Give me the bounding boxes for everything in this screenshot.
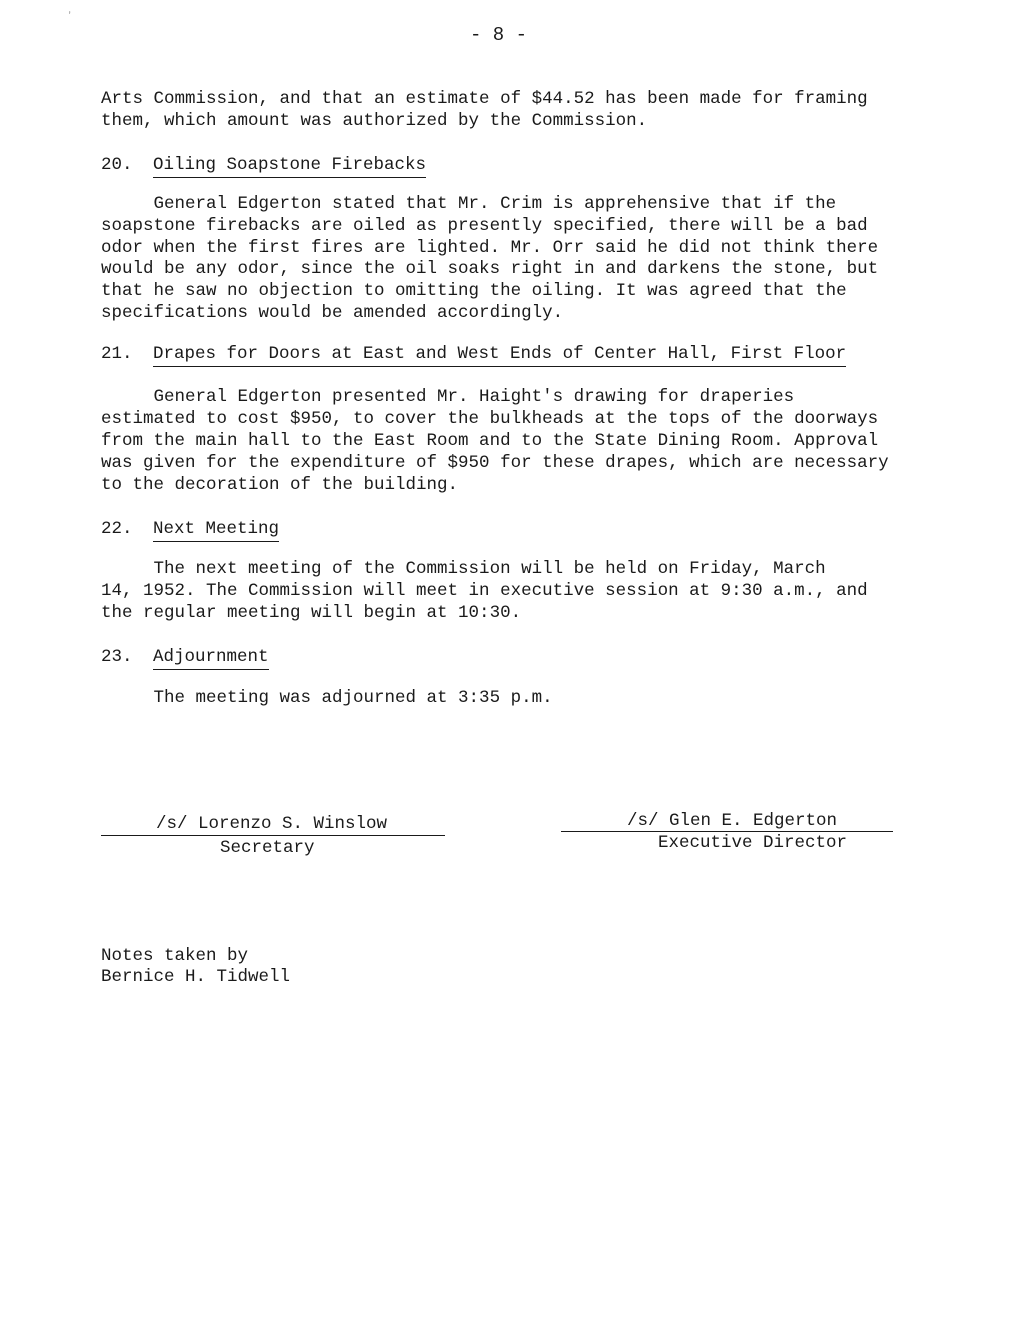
- intro-line: them, which amount was authorized by the Commission.: [101, 111, 648, 131]
- section-number: 21.: [101, 344, 133, 364]
- margin-mark: ʼ: [66, 10, 74, 24]
- body-line: The next meeting of the Commission will be held on Friday, March: [101, 559, 826, 579]
- section-title: Next Meeting: [153, 519, 279, 542]
- signature-right-name: /s/ Glen E. Edgerton: [627, 811, 838, 831]
- section-number: 23.: [101, 647, 133, 667]
- intro-line: Arts Commission, and that an estimate of $44.52 has been made for framing: [101, 89, 868, 109]
- signature-right-title: Executive Director: [658, 833, 848, 853]
- section-title: Drapes for Doors at East and West Ends of Center Hall, First Floor: [153, 344, 846, 367]
- body-line: the regular meeting will begin at 10:30.: [101, 603, 522, 623]
- body-line: The meeting was adjourned at 3:35 p.m.: [101, 688, 553, 708]
- section-title: Adjournment: [153, 647, 269, 670]
- body-line: to the decoration of the building.: [101, 475, 459, 495]
- body-line: from the main hall to the East Room and to the State Dining Room. Approval: [101, 431, 879, 451]
- body-line: odor when the first fires are lighted. Mr. Orr said he did not think there: [101, 238, 879, 258]
- body-line: that he saw no objection to omitting the oiling. It was agreed that the: [101, 281, 847, 301]
- body-line: was given for the expenditure of $950 for these drapes, which are necessary: [101, 453, 889, 473]
- body-line: 14, 1952. The Commission will meet in executive session at 9:30 a.m., and: [101, 581, 868, 601]
- section-number: 22.: [101, 519, 133, 539]
- body-line: soapstone firebacks are oiled as presently specified, there will be a bad: [101, 216, 868, 236]
- section-title: Oiling Soapstone Firebacks: [153, 155, 426, 178]
- body-line: General Edgerton stated that Mr. Crim is apprehensive that if the: [101, 194, 837, 214]
- signature-left-name: /s/ Lorenzo S. Winslow: [156, 814, 388, 834]
- signature-left-title: Secretary: [220, 838, 315, 858]
- body-line: would be any odor, since the oil soaks right in and darkens the stone, but: [101, 259, 879, 279]
- body-line: specifications would be amended accordingly.: [101, 303, 564, 323]
- notes-name: Bernice H. Tidwell: [101, 967, 291, 987]
- section-number: 20.: [101, 155, 133, 175]
- notes-label: Notes taken by: [101, 946, 249, 966]
- body-line: General Edgerton presented Mr. Haight's drawing for draperies: [101, 387, 795, 407]
- body-line: estimated to cost $950, to cover the bulkheads at the tops of the doorways: [101, 409, 879, 429]
- signature-right-rule: [561, 831, 893, 832]
- signature-left-rule: [101, 835, 445, 836]
- page-number: - 8 -: [470, 24, 528, 46]
